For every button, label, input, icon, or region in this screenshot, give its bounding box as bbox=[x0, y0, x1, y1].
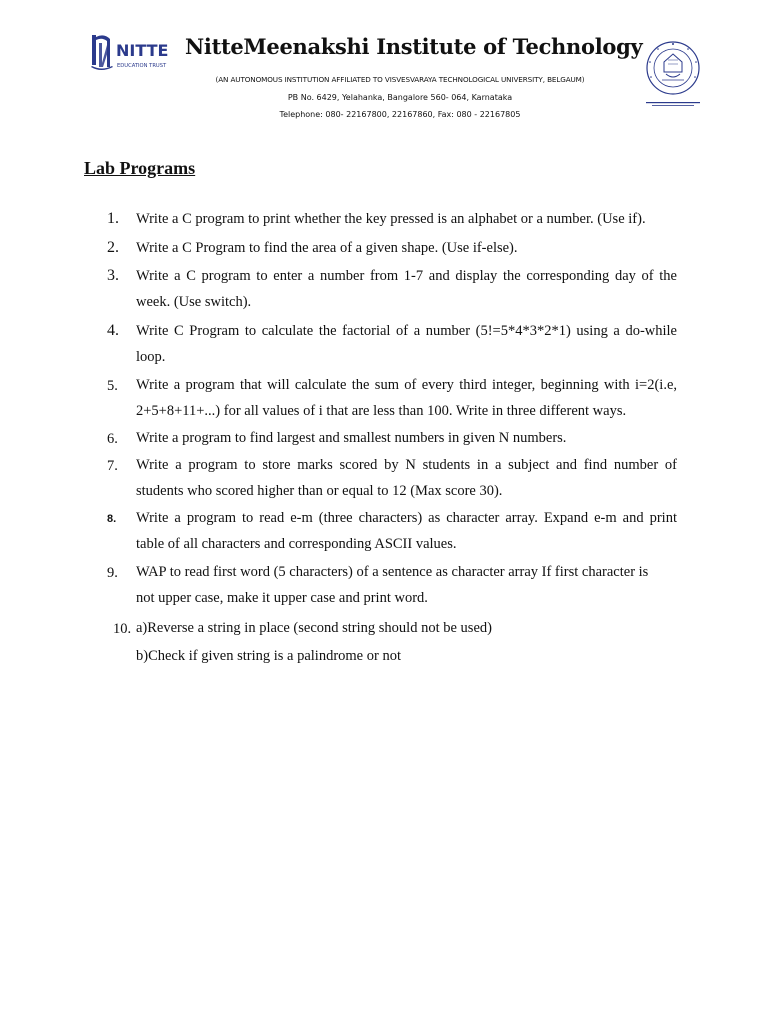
institution-address: PB No. 6429, Yelahanka, Bangalore 560- 064, Karnataka bbox=[287, 93, 513, 102]
list-item-text: Write a program to read e-m (three characters) as character array. Expand e-m and print bbox=[136, 510, 677, 526]
list-item-text: Write a C Program to find the area of a given shape. (Use if-else). bbox=[136, 240, 518, 256]
list-item-number: 10. bbox=[113, 621, 132, 637]
list-item-text-continued: week. (Use switch). bbox=[136, 294, 252, 310]
list-item-text: Write a C program to print whether the key pressed is an alphabet or a number. (Use if). bbox=[136, 211, 646, 227]
list-item-text: Write a program to store marks scored by N students in a subject and find number of bbox=[136, 457, 677, 473]
list-item-text-continued: not upper case, make it upper case and print word. bbox=[136, 590, 428, 606]
list-item-number: 1. bbox=[107, 210, 119, 227]
left-logo-subtext: EDUCATION TRUST bbox=[117, 63, 167, 69]
list-item-text: Write a program that will calculate the sum of every third integer, beginning with i=2(i.e, bbox=[136, 377, 677, 393]
list-item-number: 5. bbox=[107, 378, 118, 394]
list-item-number: 4. bbox=[107, 322, 119, 339]
list-item-text-continued: loop. bbox=[136, 349, 166, 365]
institute-seal-emblem bbox=[638, 34, 708, 110]
list-item-number: 7. bbox=[107, 458, 118, 474]
section-title: Lab Programs bbox=[84, 158, 196, 178]
list-item-text-continued: students who scored higher than or equal to 12 (Max score 30). bbox=[136, 483, 503, 499]
list-item-text-part-a: a)Reverse a string in place (second string should not be used) bbox=[136, 620, 492, 636]
nitte-education-trust-logo bbox=[90, 33, 168, 73]
list-item-text-continued: table of all characters and corresponding ASCII values. bbox=[136, 536, 457, 552]
list-item-text: Write C Program to calculate the factorial of a number (5!=5*4*3*2*1) using a do-while bbox=[136, 323, 677, 339]
left-logo-text: NITTE bbox=[116, 41, 168, 60]
list-item-number: 2. bbox=[107, 239, 119, 256]
institution-name: NitteMeenakshi Institute of Technology bbox=[185, 34, 643, 59]
list-item-text-part-b: b)Check if given string is a palindrome or not bbox=[136, 648, 401, 664]
list-item-number: 3. bbox=[107, 267, 119, 284]
list-item-number: 8. bbox=[107, 513, 117, 525]
list-item-text: Write a program to find largest and smallest numbers in given N numbers. bbox=[136, 430, 567, 446]
institution-telephone: Telephone: 080- 22167800, 22167860, Fax: 080 - 22167805 bbox=[279, 110, 521, 119]
list-item-text: WAP to read first word (5 characters) of a sentence as character array If first character is bbox=[136, 564, 649, 580]
list-item-number: 9. bbox=[107, 565, 118, 581]
list-item-number: 6. bbox=[107, 431, 118, 447]
list-item-text: Write a C program to enter a number from 1-7 and display the corresponding day of the bbox=[136, 268, 677, 284]
list-item-text-continued: 2+5+8+11+...) for all values of i that are less than 100. Write in three different ways. bbox=[136, 403, 627, 419]
institution-affiliation: (AN AUTONOMOUS INSTITUTION AFFILIATED TO VISVESVARAYA TECHNOLOGICAL UNIVERSITY, BELGAUM) bbox=[215, 75, 585, 84]
